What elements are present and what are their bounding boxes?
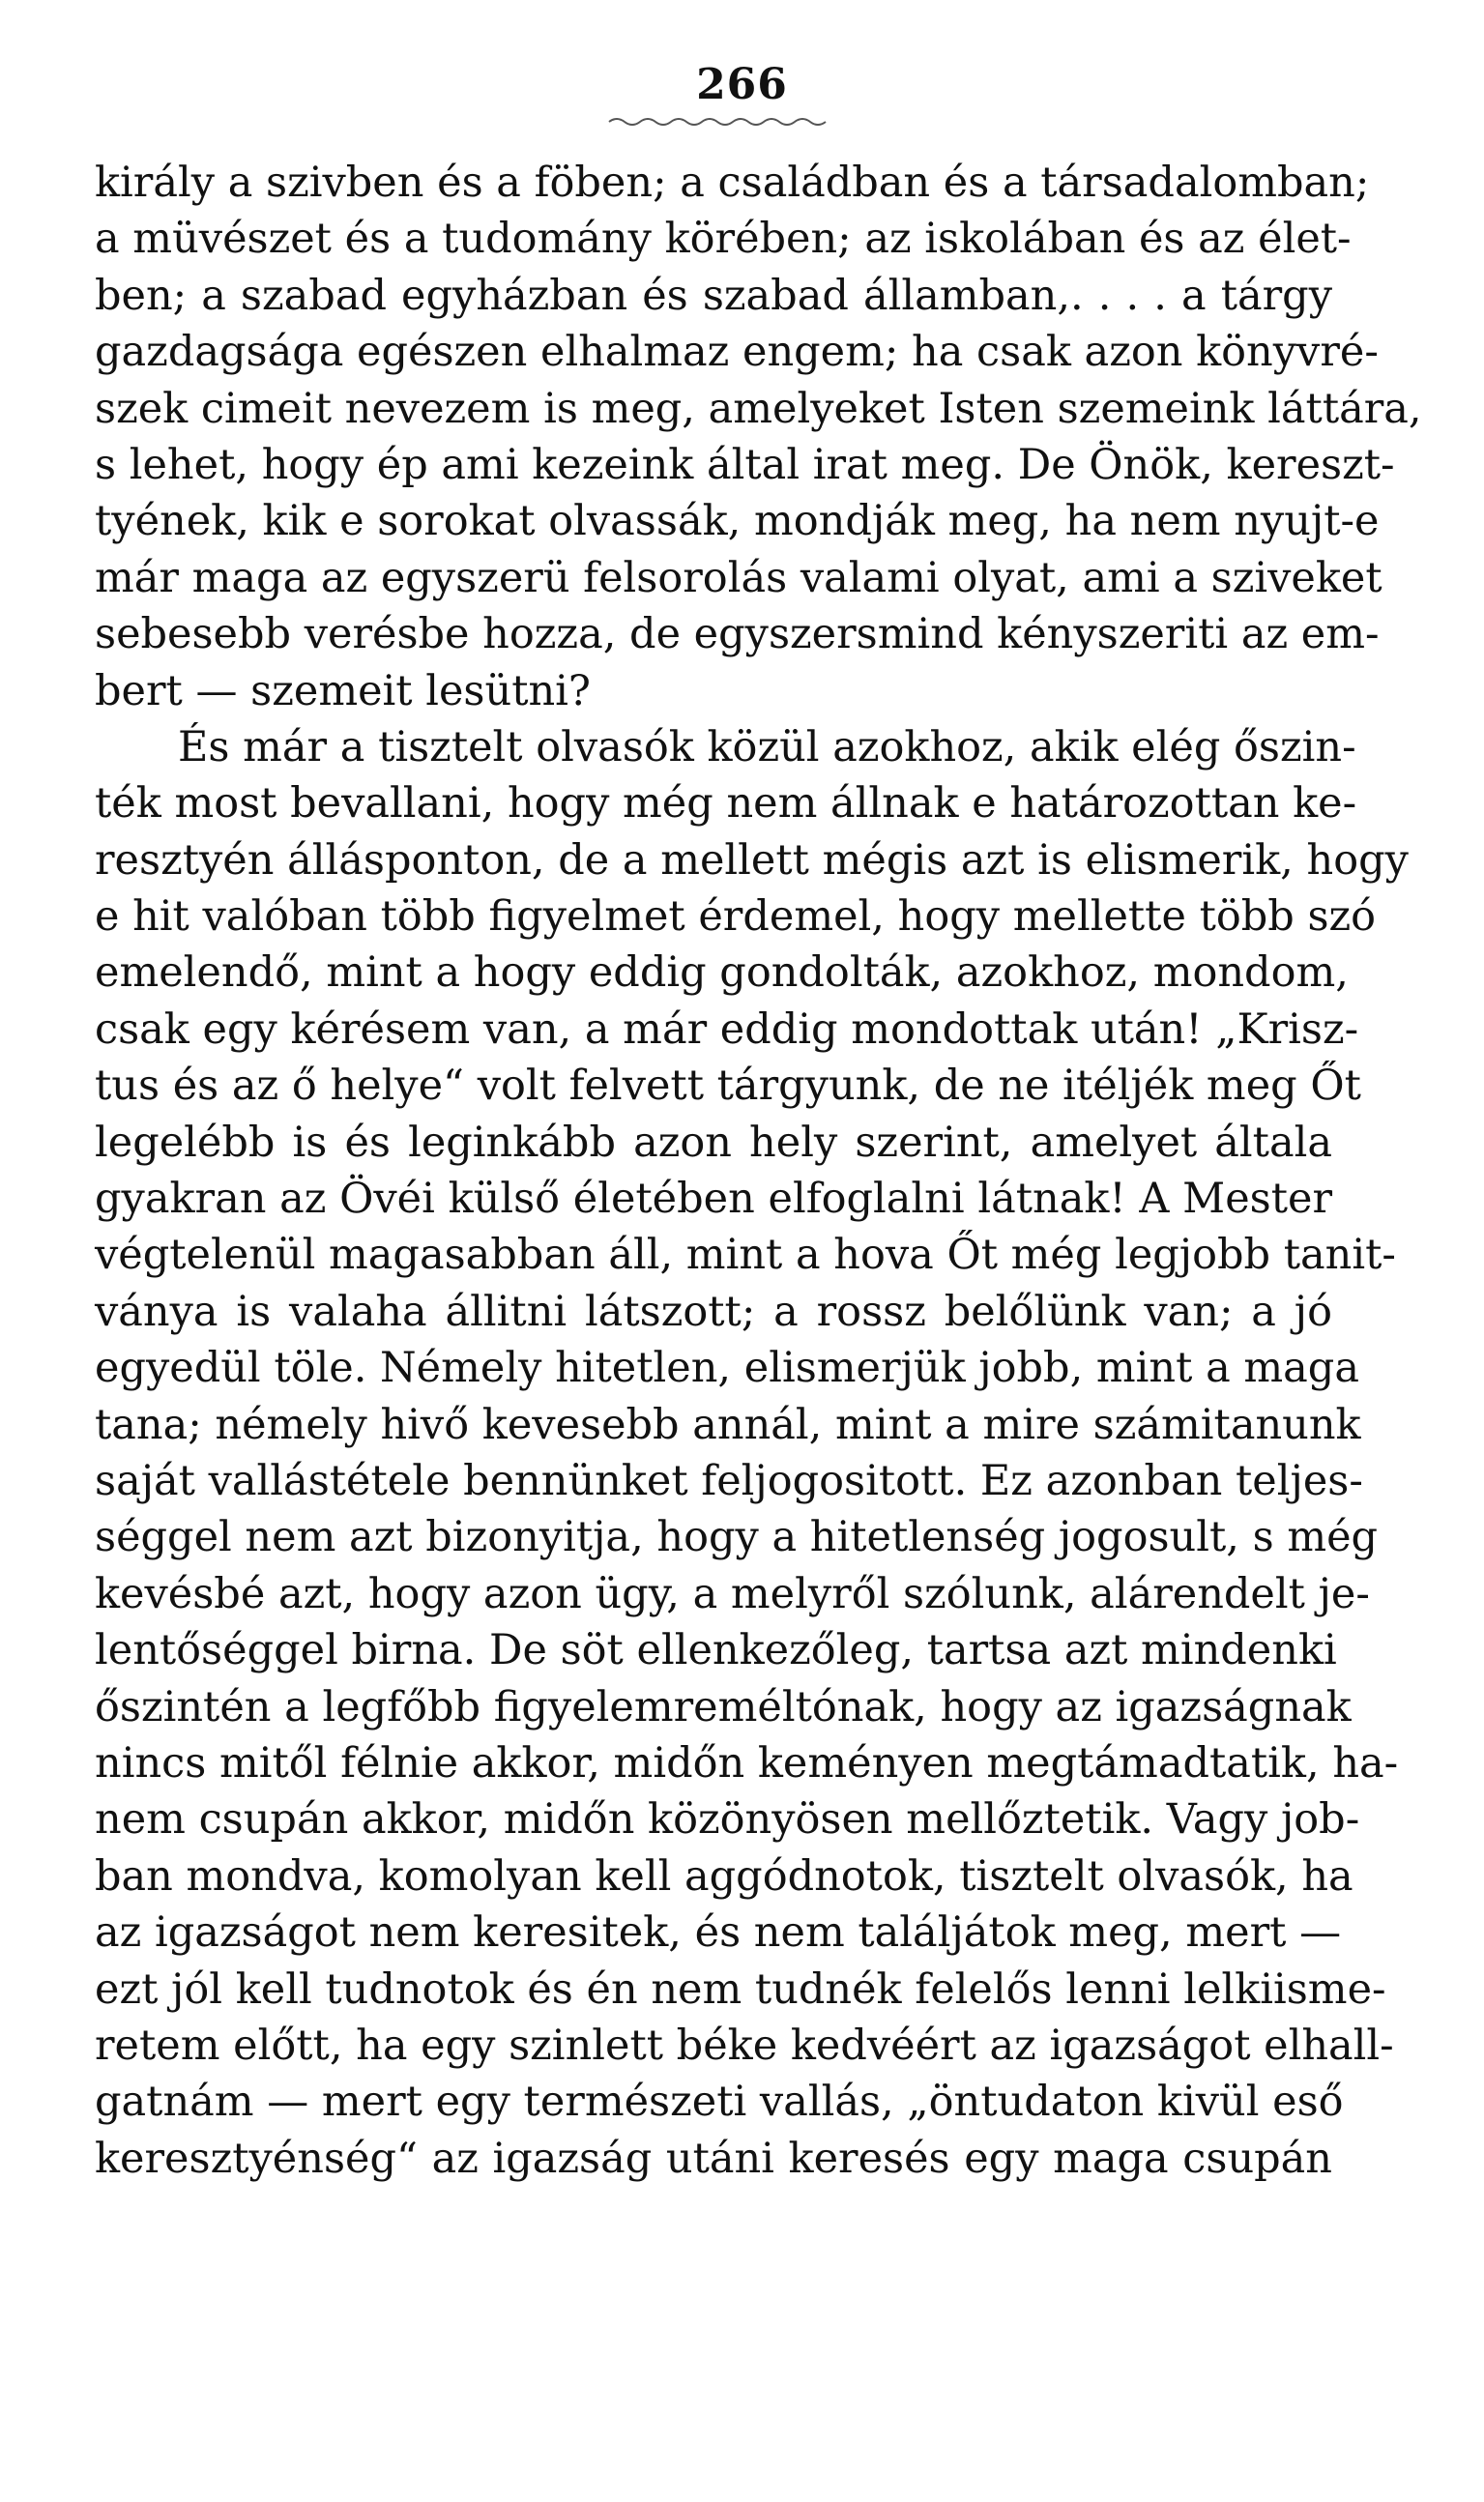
text-line: az igazságot nem keresitek, és nem találjátok meg, mert — (95, 1908, 1342, 1958)
text-line: ványa is valaha állitni látszott; a rossz belőlünk van; a jó (95, 1287, 1332, 1336)
text-line: ezt jól kell tudnotok és én nem tudnék felelős lenni lelkiisme- (95, 1964, 1386, 2014)
text-line: őszintén a legfőbb figyelemreméltónak, hogy az igazságnak (95, 1682, 1352, 1731)
text-line: emelendő, mint a hogy eddig gondolták, azokhoz, mondom, (95, 948, 1349, 998)
text-line: tus és az ő helye“ volt felvett tárgyunk, de ne itéljék meg Őt (95, 1062, 1361, 1111)
text-line: király a szivben és a föben; a családban és a társadalomban; (95, 159, 1370, 207)
text-line: legelébb is és leginkább azon hely szerint, amelyet általa (95, 1118, 1332, 1167)
text-line: e hit valóban több figyelmet érdemel, hogy mellette több szó (95, 892, 1377, 942)
text-line: szek cimeit nevezem is meg, amelyeket Isten szemeink láttára, (95, 384, 1422, 433)
text-line: tyének, kik e sorokat olvassák, mondják meg, ha nem nyujt-e (95, 497, 1380, 546)
text-line: És már a tisztelt olvasók közül azokhoz, akik elég őszin- (178, 722, 1356, 771)
page-number: 266 (696, 60, 788, 109)
text-line: resztyén állásponton, de a mellett mégis azt is elismerik, hogy (95, 835, 1409, 885)
text-line: keresztyénség“ az igazság utáni keresés egy maga csupán (95, 2134, 1332, 2183)
text-line: gyakran az Övéi külső életében elfoglalni látnak! A Mester (95, 1175, 1332, 1224)
text-line: kevésbé azt, hogy azon ügy, a melyről szólunk, alárendelt je- (95, 1569, 1370, 1618)
text-line: nincs mitől félnie akkor, midőn keményen megtámadtatik, ha- (95, 1738, 1399, 1788)
text-line: a müvészet és a tudomány körében; az iskolában és az élet- (95, 215, 1352, 264)
text-line: ban mondva, komolyan kell aggódnotok, tisztelt olvasók, ha (95, 1851, 1353, 1901)
header-ornament (599, 108, 841, 131)
text-line: s lehet, hogy ép ami kezeink által irat meg. De Önök, kereszt- (95, 440, 1395, 489)
text-line: ben; a szabad egyházban és szabad államban,. . . . a tárgy (95, 271, 1332, 320)
text-line: saját vallástétele bennünket feljogositott. Ez azonban teljes- (95, 1456, 1363, 1505)
text-line: már maga az egyszerü felsorolás valami olyat, ami a sziveket (95, 553, 1382, 602)
text-line: retem előtt, ha egy szinlett béke kedvéért az igazságot elhall- (95, 2021, 1394, 2070)
text-line: sebesebb verésbe hozza, de egyszersmind kényszeriti az em- (95, 610, 1380, 659)
text-line: egyedül töle. Némely hitetlen, elismerjük jobb, mint a maga (95, 1344, 1359, 1393)
text-line: gazdagsága egészen elhalmaz engem; ha csak azon könyvré- (95, 328, 1379, 377)
text-line: bert — szemeit lesütni? (95, 666, 591, 715)
text-line: végtelenül magasabban áll, mint a hova Őt még legjobb tanit- (95, 1231, 1396, 1280)
body-text (95, 155, 1422, 2187)
text-line: séggel nem azt bizonyitja, hogy a hitetlenség jogosult, s még (95, 1513, 1379, 1562)
text-line: lentőséggel birna. De söt ellenkezőleg, tartsa azt mindenki (95, 1626, 1337, 1675)
text-line: nem csupán akkor, midőn közönyösen mellőztetik. Vagy job- (95, 1795, 1360, 1845)
paragraph (95, 719, 1409, 2187)
text-line: tana; némely hivő kevesebb annál, mint a mire számitanunk (95, 1400, 1361, 1449)
paragraph (95, 155, 1422, 719)
text-line: ték most bevallani, hogy még nem állnak e határozottan ke- (95, 779, 1357, 829)
text-line: csak egy kérésem van, a már eddig mondottak után! „Krisz- (95, 1004, 1359, 1054)
text-line: gatnám — mert egy természeti vallás, „öntudaton kivül eső (95, 2078, 1344, 2127)
